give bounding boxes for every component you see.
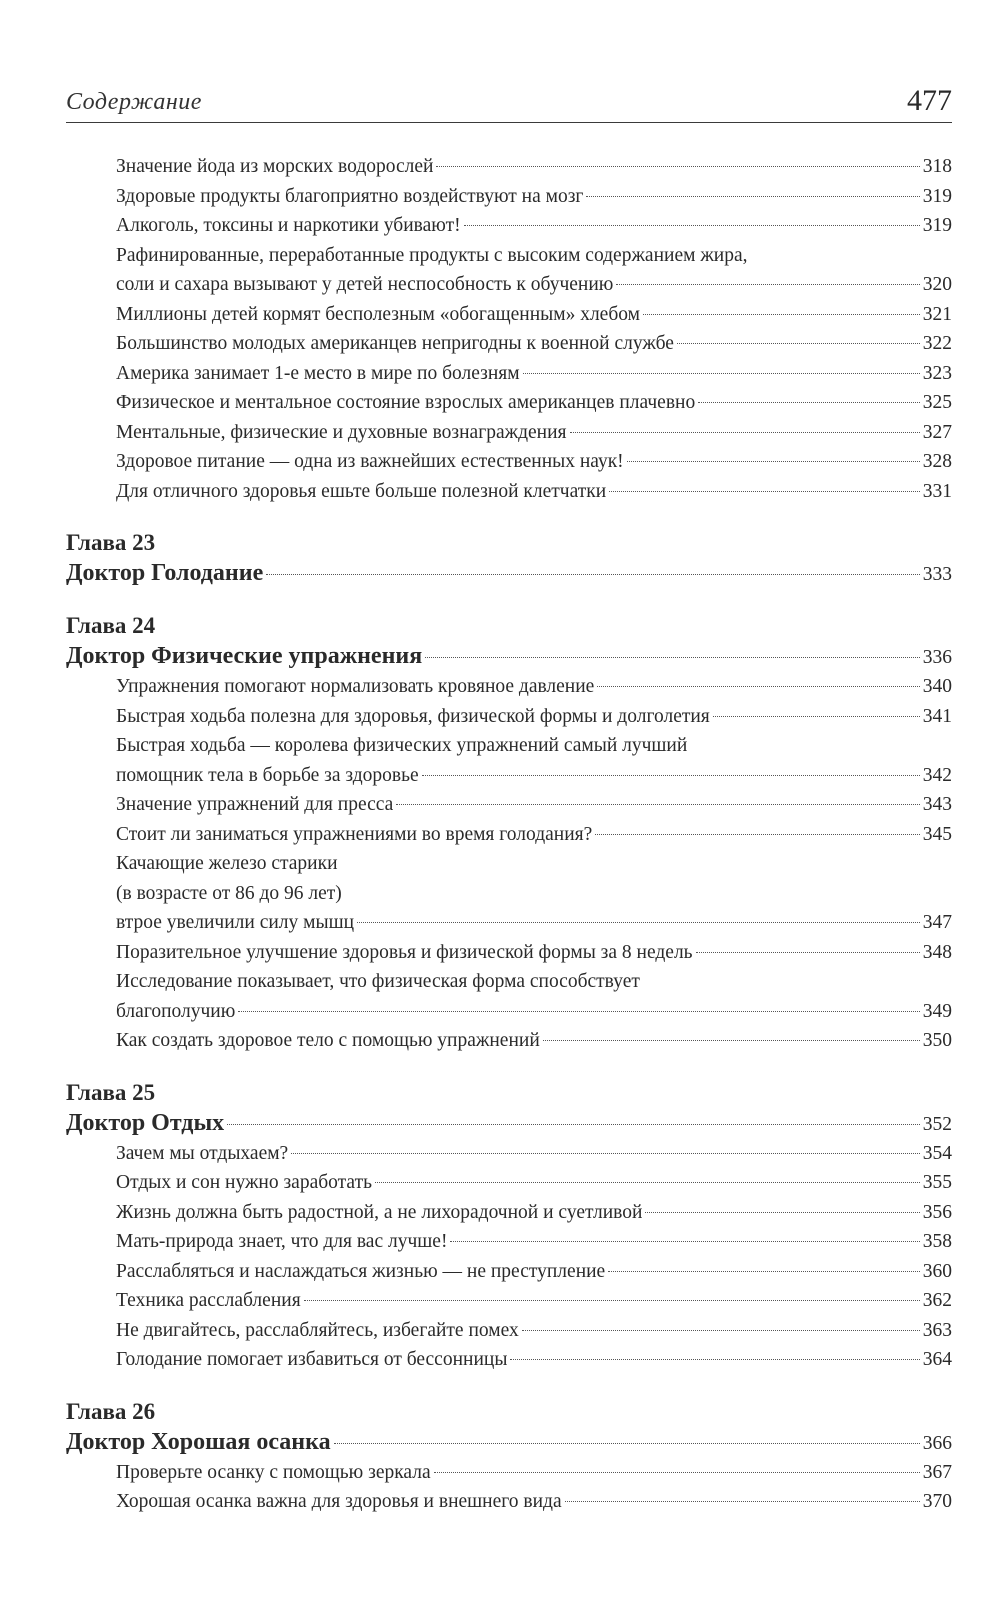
toc-entry[interactable] — [116, 790, 952, 820]
toc-entry-page: 323 — [922, 362, 952, 384]
chapter-title: Доктор Физические упражнения — [66, 643, 423, 669]
toc-entry-title: Для отличного здоровья ешьте больше полезной клетчатки — [116, 480, 607, 502]
toc-entry[interactable] — [116, 672, 952, 702]
toc-entry-page: 325 — [922, 392, 952, 413]
toc-entry-title: благополучию — [116, 1000, 236, 1022]
toc-entry[interactable] — [116, 997, 952, 1027]
dot-leader — [608, 1271, 920, 1272]
toc-entry-title: Значение упражнений для пресса — [116, 794, 394, 815]
toc-entry[interactable] — [116, 211, 952, 241]
toc-entry-page: 370 — [922, 1491, 952, 1512]
dot-leader — [266, 574, 920, 575]
toc-entry-page: 342 — [922, 764, 952, 786]
toc-entry-title: Как создать здоровое тело с помощью упражнений — [116, 1030, 540, 1051]
dot-leader — [334, 1443, 920, 1444]
toc-entry[interactable] — [116, 820, 952, 850]
toc-entry-line: Качающие железо старики — [116, 853, 338, 874]
chapter-title-row[interactable] — [66, 558, 952, 589]
dot-leader — [565, 1501, 920, 1502]
dot-leader — [522, 1330, 920, 1331]
toc-entry-page: 349 — [922, 1000, 952, 1022]
toc-entry-line: (в возрасте от 86 до 96 лет) — [116, 882, 342, 904]
toc-entry[interactable] — [116, 1487, 952, 1517]
toc-entry[interactable] — [116, 1198, 952, 1228]
dot-leader — [643, 314, 920, 315]
toc-entry-page: 358 — [922, 1231, 952, 1252]
chapter-title-row[interactable] — [66, 1427, 952, 1458]
toc-entry[interactable] — [116, 1168, 952, 1198]
toc-entry[interactable] — [116, 1286, 952, 1316]
dot-leader — [375, 1182, 920, 1183]
toc-entry-page: 318 — [922, 156, 952, 177]
dot-leader — [645, 1212, 919, 1213]
toc-entry[interactable] — [116, 1316, 952, 1346]
chapter-title: Доктор Отдых — [66, 1109, 225, 1136]
chapter-title-row[interactable] — [66, 1108, 952, 1139]
toc-entry-title: Поразительное улучшение здоровья и физической формы за 8 недель — [116, 941, 693, 963]
toc-entry-title: втрое увеличили силу мышц — [116, 912, 355, 933]
chapter-page: 366 — [922, 1432, 952, 1454]
toc-entry[interactable] — [116, 182, 952, 212]
toc-entry-title: Мать-природа знает, что для вас лучше! — [116, 1231, 448, 1252]
toc-entry-title: Здоровое питание — одна из важнейших естественных наук! — [116, 451, 624, 472]
toc-entry-title: Алкоголь, токсины и наркотики убивают! — [116, 215, 461, 236]
toc-entry-page: 348 — [922, 941, 952, 963]
running-title: Содержание — [66, 89, 202, 115]
toc-entry-page: 345 — [922, 823, 952, 845]
toc-entry[interactable] — [116, 447, 952, 477]
toc-entry[interactable] — [116, 1345, 952, 1375]
toc-entry-page: 362 — [922, 1290, 952, 1311]
toc-entry[interactable] — [116, 388, 952, 418]
toc-entry-title: Жизнь должна быть радостной, а не лихорадочной и суетливой — [116, 1201, 643, 1223]
toc-entry-title: Проверьте осанку с помощью зеркала — [116, 1461, 431, 1483]
toc-entry-page: 320 — [922, 274, 952, 295]
toc-entry-title: Здоровые продукты благоприятно воздействуют на мозг — [116, 185, 584, 207]
toc-entry[interactable] — [116, 300, 952, 330]
chapter-page: 336 — [922, 647, 952, 668]
toc-entry[interactable] — [116, 938, 952, 968]
toc-entry-title: Большинство молодых американцев непригодны к военной службе — [116, 333, 674, 354]
toc-entry[interactable] — [116, 477, 952, 507]
dot-leader — [543, 1040, 920, 1041]
toc-entry-page: 319 — [922, 185, 952, 207]
toc-entry-page: 321 — [922, 303, 952, 325]
dot-leader — [713, 716, 920, 717]
toc-entry-page: 354 — [922, 1142, 952, 1164]
toc-entry-title: Расслабляться и наслаждаться жизнью — не преступление — [116, 1260, 606, 1282]
toc-entry-page: 347 — [922, 912, 952, 933]
chapter-title: Доктор Голодание — [66, 560, 264, 586]
toc-entry[interactable] — [116, 1458, 952, 1488]
dot-leader — [238, 1011, 919, 1012]
toc-entry-page: 363 — [922, 1319, 952, 1341]
chapter-title: Доктор Хорошая осанка — [66, 1428, 331, 1455]
toc-entry-title: Физическое и ментальное состояние взрослых американцев плачевно — [116, 392, 696, 413]
toc-entry[interactable] — [116, 329, 952, 359]
dot-leader — [570, 432, 920, 433]
chapter-label: Глава 23 — [66, 530, 156, 555]
page-number: 477 — [907, 84, 952, 117]
dot-leader — [425, 657, 920, 658]
toc-entry-page: 364 — [922, 1349, 952, 1370]
toc-entry-line: Рафинированные, переработанные продукты с высоким содержанием жира, — [116, 244, 748, 266]
running-header — [66, 78, 952, 123]
toc-entry-page: 327 — [922, 421, 952, 443]
toc-entry-title: Не двигайтесь, расслабляйтесь, избегайте помех — [116, 1319, 519, 1341]
toc-entry-page: 319 — [922, 215, 952, 236]
toc-entry-line: Быстрая ходьба — королева физических упражнений самый лучший — [116, 735, 688, 756]
toc-entry-page: 350 — [922, 1030, 952, 1051]
chapter-title-row[interactable] — [66, 641, 952, 672]
toc-entry[interactable] — [116, 1026, 952, 1056]
toc-entry-title: Отдых и сон нужно заработать — [116, 1172, 372, 1193]
toc-entry-title: Значение йода из морских водорослей — [116, 156, 434, 177]
dot-leader — [357, 922, 920, 923]
toc-entry-title: Ментальные, физические и духовные вознаграждения — [116, 421, 567, 443]
toc-entry-title: Миллионы детей кормят бесполезным «обогащенным» хлебом — [116, 303, 640, 325]
dot-leader — [597, 686, 919, 687]
dot-leader — [677, 343, 920, 344]
dot-leader — [396, 804, 919, 805]
toc-entry[interactable] — [116, 359, 952, 389]
toc-entry-title: Хорошая осанка важна для здоровья и внешнего вида — [116, 1491, 562, 1512]
toc-entry-page: 341 — [922, 705, 952, 727]
toc-entry-page: 356 — [922, 1201, 952, 1223]
dot-leader — [523, 373, 920, 374]
toc-entry-title: Техника расслабления — [116, 1290, 301, 1311]
dot-leader — [291, 1153, 920, 1154]
toc-entry-page: 340 — [922, 676, 952, 697]
dot-leader — [510, 1359, 919, 1360]
toc-entry[interactable] — [116, 761, 952, 791]
toc-entry-page: 360 — [922, 1260, 952, 1282]
dot-leader — [422, 775, 920, 776]
table-of-contents — [66, 152, 952, 1517]
toc-entry-title: Голодание помогает избавиться от бессонницы — [116, 1349, 508, 1370]
dot-leader — [450, 1241, 919, 1242]
dot-leader — [434, 1472, 920, 1473]
toc-entry-page: 343 — [922, 794, 952, 815]
chapter-page: 352 — [922, 1113, 952, 1135]
dot-leader — [304, 1300, 920, 1301]
dot-leader — [609, 491, 920, 492]
toc-entry-page: 367 — [922, 1461, 952, 1483]
toc-entry-page: 331 — [922, 480, 952, 502]
toc-entry-line: Исследование показывает, что физическая форма способствует — [116, 971, 640, 992]
chapter-page: 333 — [922, 564, 952, 585]
toc-entry[interactable] — [116, 1139, 952, 1169]
toc-entry[interactable] — [116, 702, 952, 732]
toc-entry[interactable] — [116, 270, 952, 300]
toc-entry[interactable] — [116, 908, 952, 938]
toc-entry-title: соли и сахара вызывают у детей неспособность к обучению — [116, 274, 614, 295]
chapter-label: Глава 24 — [66, 613, 156, 638]
dot-leader — [627, 461, 920, 462]
toc-entry[interactable] — [116, 1257, 952, 1287]
dot-leader — [586, 196, 919, 197]
toc-entry-title: Зачем мы отдыхаем? — [116, 1142, 289, 1164]
toc-entry-page: 328 — [922, 451, 952, 472]
toc-entry[interactable] — [116, 1227, 952, 1257]
toc-entry-title: Быстрая ходьба полезна для здоровья, физической формы и долголетия — [116, 705, 710, 727]
dot-leader — [616, 284, 919, 285]
dot-leader — [696, 952, 920, 953]
dot-leader — [595, 834, 919, 835]
toc-entry-page: 322 — [922, 333, 952, 354]
dot-leader — [436, 166, 919, 167]
toc-entry-title: Америка занимает 1-е место в мире по болезням — [116, 362, 520, 384]
toc-entry-title: помощник тела в борьбе за здоровье — [116, 764, 419, 786]
toc-entry-title: Упражнения помогают нормализовать кровяное давление — [116, 676, 595, 697]
toc-entry[interactable] — [116, 418, 952, 448]
chapter-label: Глава 26 — [66, 1398, 156, 1424]
dot-leader — [464, 225, 920, 226]
dot-leader — [227, 1124, 920, 1125]
dot-leader — [698, 402, 920, 403]
chapter-label: Глава 25 — [66, 1079, 156, 1105]
toc-entry-page: 355 — [922, 1172, 952, 1193]
toc-entry-title: Стоит ли заниматься упражнениями во время голодания? — [116, 823, 593, 845]
toc-entry[interactable] — [116, 152, 952, 182]
